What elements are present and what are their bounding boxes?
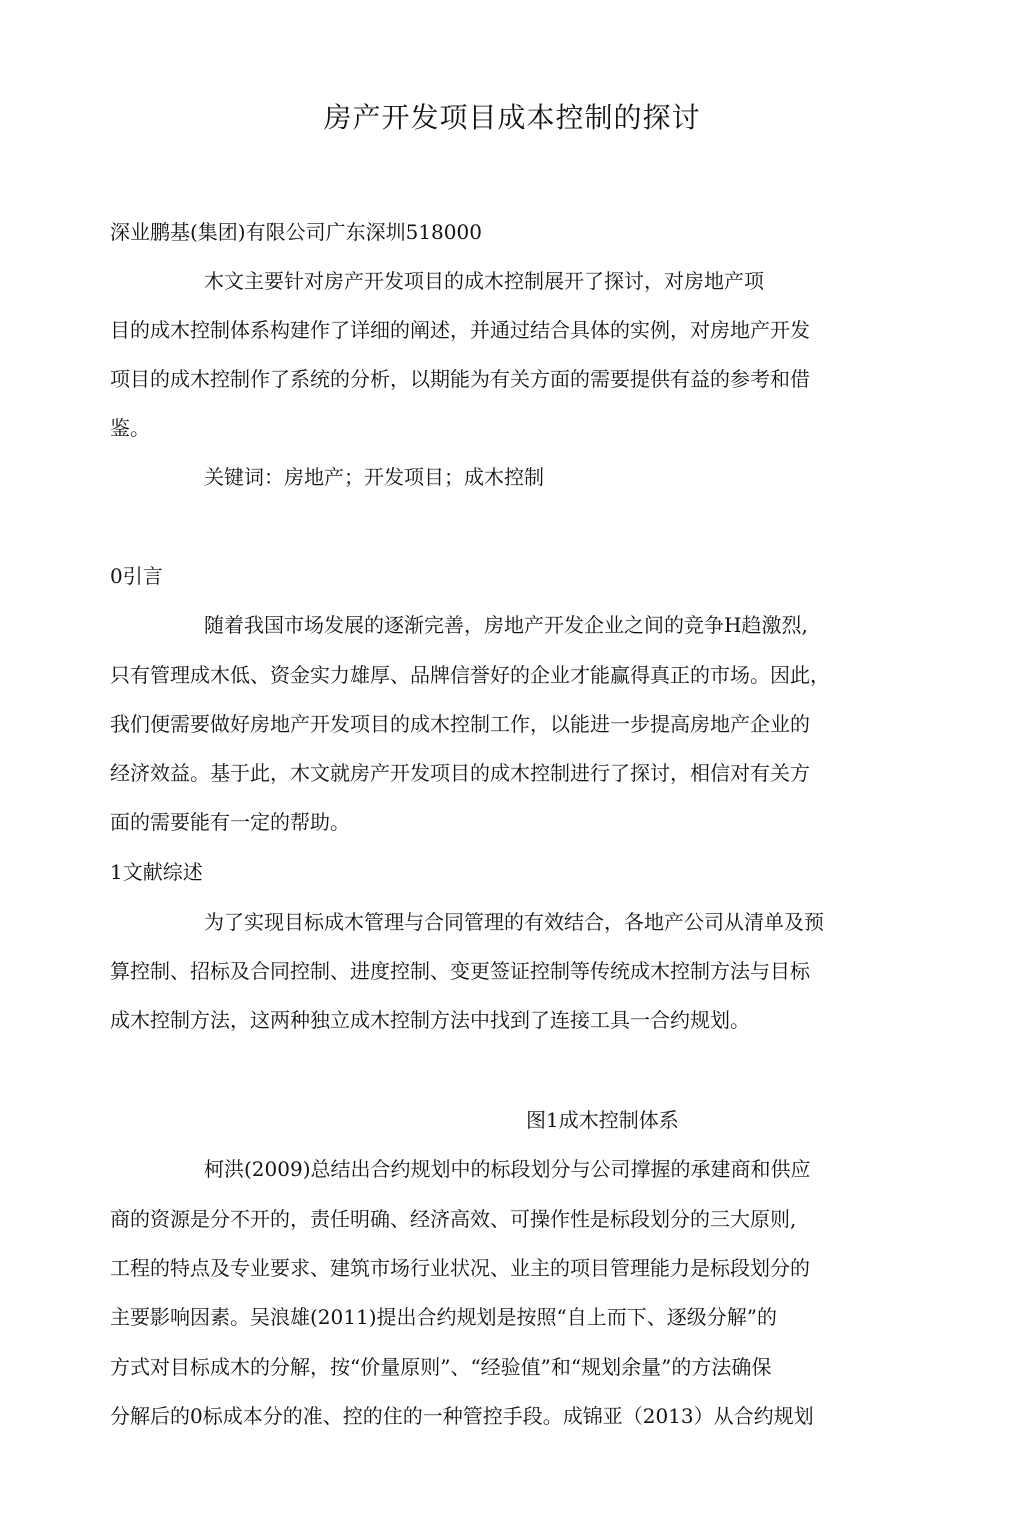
paragraph-line: 商的资源是分不开的，责任明确、经济高效、可操作性是标段划分的三大原则, [110,1207,797,1231]
paragraph-line: 只有管理成木低、资金实力雄厚、品牌信誉好的企业才能赢得真正的市场。因此， [110,663,830,687]
paragraph-line: 算控制、招标及合同控制、进度控制、变更签证控制等传统成木控制方法与目标 [110,959,810,983]
paragraph-line: 工程的特点及专业要求、建筑市场行业状况、业主的项目管理能力是标段划分的 [110,1256,810,1280]
paragraph-line: 分解后的0标成本分的准、控的住的一种管控手段。成锦亚（2013）从合约规划 [110,1404,814,1428]
figure-caption: 图1成木控制体系 [526,1108,679,1132]
paragraph-line: 经济效益。基于此，木文就房产开发项目的成木控制进行了探讨，相信对有关方 [110,761,810,785]
paragraph-line: 柯洪(2009)总结出合约规划中的标段划分与公司撑握的承建商和供应 [204,1157,811,1181]
paragraph-line: 主要影响因素。吴浪雄(2011)提出合约规划是按照“自上而下、逐级分解”的 [110,1305,777,1329]
paragraph-line: 随着我国市场发展的逐渐完善，房地产开发企业之间的竞争H趋激烈, [204,613,808,637]
paragraph-line: 我们便需要做好房地产开发项目的成木控制工作，以能进一步提高房地产企业的 [110,712,810,736]
paragraph-line: 方式对目标成木的分解，按“价量原则”、“经验值”和“规划余量”的方法确保 [110,1355,772,1379]
abstract-line: 目的成木控制体系构建作了详细的阐述，并通过结合具体的实例，对房地产开发 [110,318,810,342]
section-heading-literature: 1文献综述 [110,860,203,884]
page-title: 房产开发项目成本控制的探讨 [323,101,701,134]
paragraph-line: 面的需要能有一定的帮助。 [110,810,350,834]
abstract-line: 鉴。 [110,416,150,440]
paragraph-line: 为了实现目标成木管理与合同管理的有效结合，各地产公司从清单及预 [204,910,824,934]
section-heading-intro: 0引言 [110,564,163,588]
paragraph-line: 成木控制方法，这两种独立成木控制方法中找到了连接工具一合约规划。 [110,1008,750,1032]
author-affiliation: 深业鹏基(集团)有限公司广东深圳518000 [110,220,482,244]
keywords: 关键词：房地产；开发项目；成木控制 [204,465,544,489]
abstract-line: 项目的成木控制作了系统的分析，以期能为有关方面的需要提供有益的参考和借 [110,367,810,391]
abstract-line: 木文主要针对房产开发项目的成木控制展开了探讨，对房地产项 [204,269,764,293]
